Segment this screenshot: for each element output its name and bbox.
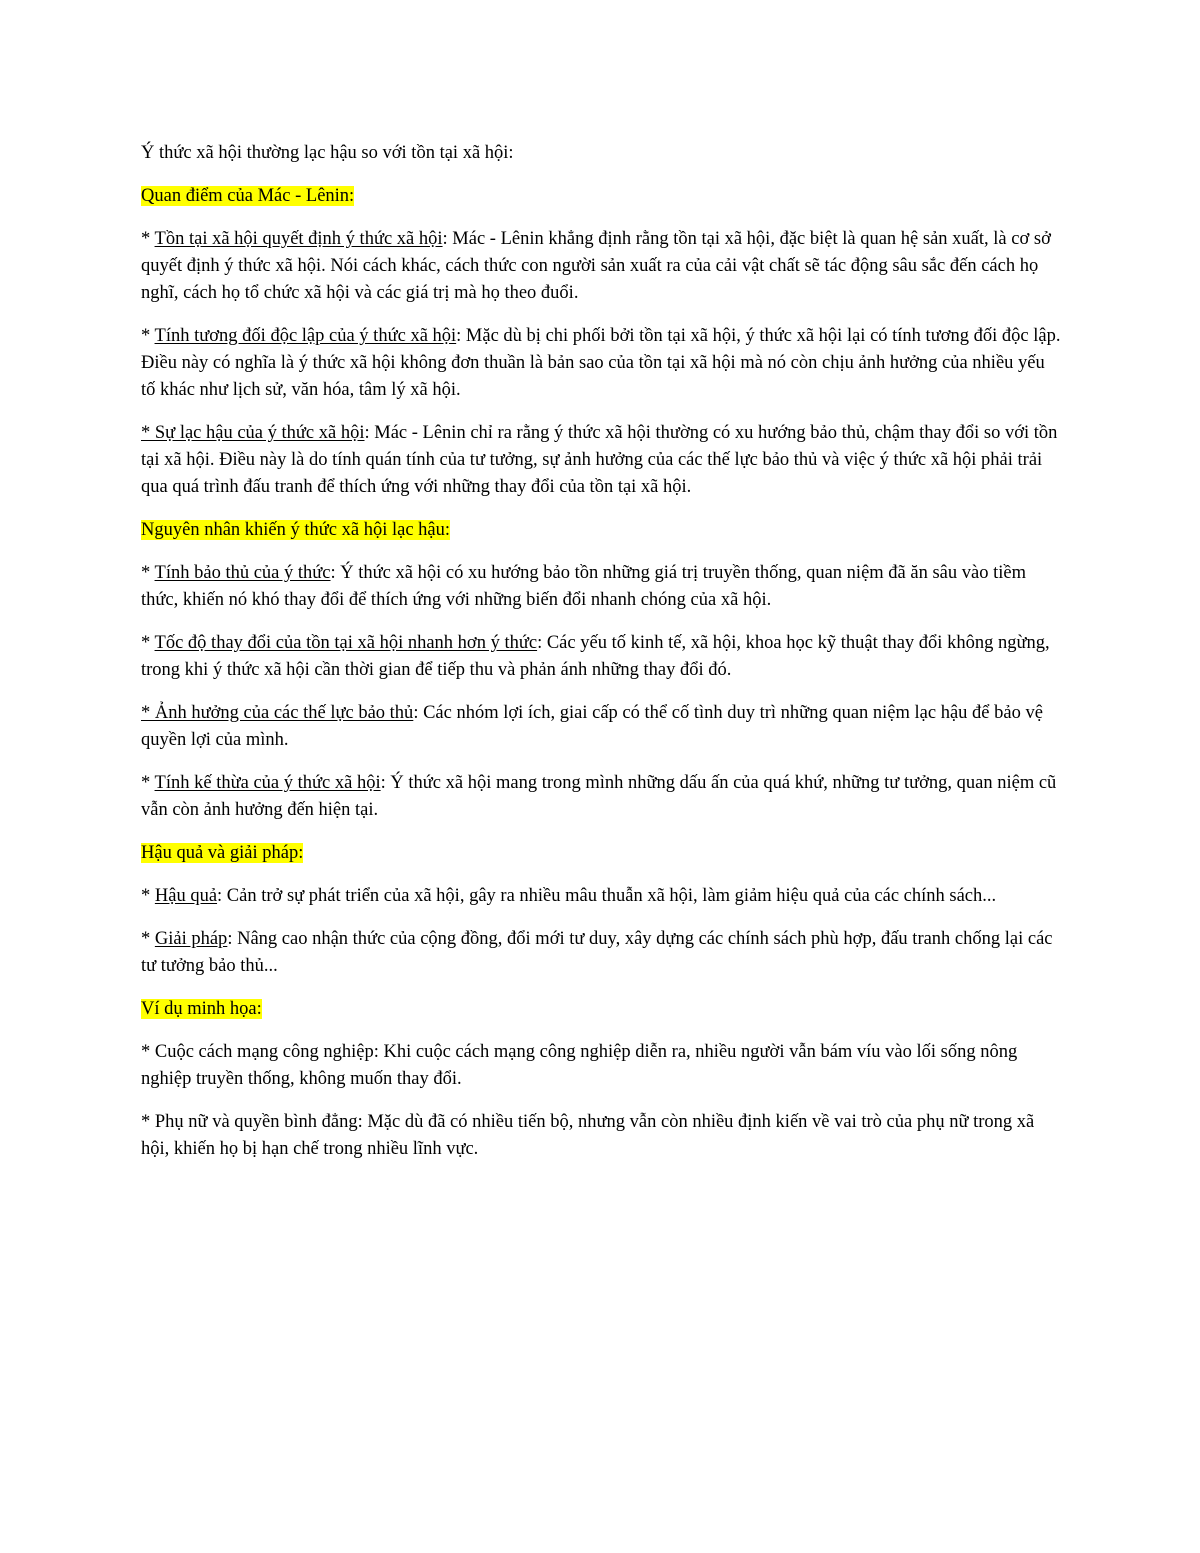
bullet-prefix: * [141, 929, 155, 949]
item-text: : Ý thức xã hội mang trong mình những dấu ấn của quá khứ, những tư tưởng, quan niệm cũ vẫn còn ảnh hưởng đến hiện tại. [141, 773, 1057, 820]
item-text: : Cản trở sự phát triển của xã hội, gây ra nhiều mâu thuẫn xã hội, làm giảm hiệu quả của các chính sách... [217, 886, 997, 906]
section-heading-vi-du [141, 996, 1061, 1023]
list-item [141, 560, 1061, 614]
section-heading-nguyen-nhan [141, 517, 1061, 544]
underlined-term: Giải pháp [154, 929, 228, 949]
highlighted-heading: Nguyên nhân khiến ý thức xã hội lạc hậu: [141, 520, 451, 540]
underlined-term: Tồn tại xã hội quyết định ý thức xã hội [154, 229, 443, 249]
item-text: : Các yếu tố kinh tế, xã hội, khoa học kỹ thuật thay đổi không ngừng, trong khi ý thức xã hội cần thời gian để tiếp thu và phản ánh những thay đổi đó. [141, 633, 1050, 680]
underlined-term: Tính tương đối độc lập của ý thức xã hội [154, 326, 457, 346]
underlined-term: Tính bảo thủ của ý thức [154, 563, 331, 583]
list-item [141, 700, 1061, 754]
item-text: : Mác - Lênin chỉ ra rằng ý thức xã hội thường có xu hướng bảo thủ, chậm thay đổi so với tồn tại xã hội. Điều này là do tính quán tính của tư tưởng, sự ảnh hưởng của các thế lực bảo thủ và việc ý thức xã hội phải trải qua quá trình đấu tranh để thích ứng với những thay đổi của tồn tại xã hội. [141, 423, 1058, 497]
bullet-prefix: * [141, 326, 155, 346]
underlined-term: Hậu quả [154, 886, 218, 906]
bullet-prefix: * [141, 563, 155, 583]
bullet-prefix: * [141, 633, 155, 653]
item-text: Cuộc cách mạng công nghiệp: Khi cuộc cách mạng công nghiệp diễn ra, nhiều người vẫn bám víu vào lối sống nông nghiệp truyền thống, không muốn thay đổi. [141, 1042, 1018, 1089]
bullet-prefix: * [141, 229, 155, 249]
highlighted-heading: Hậu quả và giải pháp: [141, 843, 304, 863]
bullet-prefix: * [141, 1112, 155, 1132]
item-text: : Mặc dù bị chi phối bởi tồn tại xã hội, ý thức xã hội lại có tính tương đối độc lập. Điều này có nghĩa là ý thức xã hội không đơn thuần là bản sao của tồn tại xã hội mà nó còn chịu ảnh hưởng của nhiều yếu tố khác như lịch sử, văn hóa, tâm lý xã hội. [141, 326, 1061, 400]
item-text: : Các nhóm lợi ích, giai cấp có thể cố tình duy trì những quan niệm lạc hậu để bảo vệ quyền lợi của mình. [141, 703, 1043, 750]
list-item [141, 1109, 1061, 1163]
list-item [141, 926, 1061, 980]
bullet-prefix: * [141, 1042, 155, 1062]
list-item [141, 420, 1061, 501]
list-item [141, 770, 1061, 824]
item-text: : Mác - Lênin khẳng định rằng tồn tại xã hội, đặc biệt là quan hệ sản xuất, là cơ sở quyết định ý thức xã hội. Nói cách khác, cách thức con người sản xuất ra của cải vật chất sẽ tác động sâu sắc đến cách họ nghĩ, cách họ tổ chức xã hội và các giá trị mà họ theo đuổi. [141, 229, 1051, 303]
underlined-term: Tính kế thừa của ý thức xã hội [154, 773, 381, 793]
list-item [141, 630, 1061, 684]
item-text: Phụ nữ và quyền bình đẳng: Mặc dù đã có nhiều tiến bộ, nhưng vẫn còn nhiều định kiến về vai trò của phụ nữ trong xã hội, khiến họ bị hạn chế trong nhiều lĩnh vực. [141, 1112, 1035, 1159]
document-body [141, 140, 1061, 1179]
list-item [141, 226, 1061, 307]
list-item [141, 883, 1061, 910]
section-heading-hau-qua [141, 840, 1061, 867]
list-item [141, 1039, 1061, 1093]
bullet-prefix: * [141, 886, 155, 906]
document-title: Ý thức xã hội thường lạc hậu so với tồn tại xã hội: [141, 143, 514, 163]
section-heading-quan-diem [141, 183, 1061, 210]
underlined-term: Tốc độ thay đổi của tồn tại xã hội nhanh hơn ý thức [154, 633, 538, 653]
list-item [141, 323, 1061, 404]
item-text: : Ý thức xã hội có xu hướng bảo tồn những giá trị truyền thống, quan niệm đã ăn sâu vào tiềm thức, khiến nó khó thay đổi để thích ứng với những biến đổi nhanh chóng của xã hội. [141, 563, 1026, 610]
highlighted-heading: Quan điểm của Mác - Lênin: [141, 186, 355, 206]
underlined-term: * Sự lạc hậu của ý thức xã hội [141, 423, 365, 443]
bullet-prefix: * [141, 773, 155, 793]
highlighted-heading: Ví dụ minh họa: [141, 999, 262, 1019]
item-text: : Nâng cao nhận thức của cộng đồng, đổi mới tư duy, xây dựng các chính sách phù hợp, đấu tranh chống lại các tư tưởng bảo thủ... [141, 929, 1053, 976]
underlined-term: * Ảnh hưởng của các thế lực bảo thủ [141, 703, 414, 723]
